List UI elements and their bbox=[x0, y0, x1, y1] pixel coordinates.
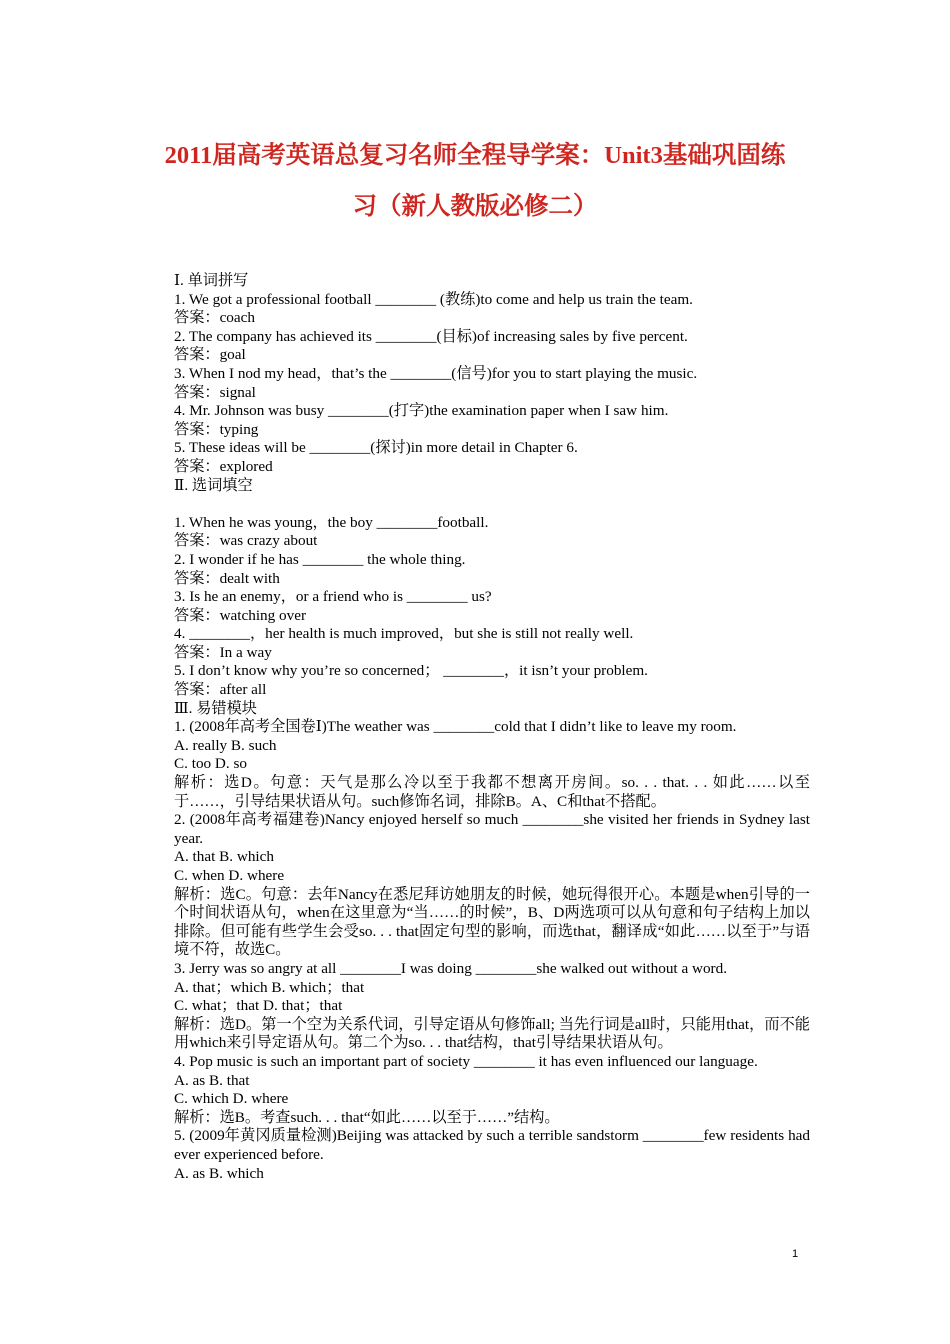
question: 4. ________，her health is much improved，but she is still not really well. bbox=[174, 625, 634, 643]
explanation: 解析：选C。句意：去年Nancy在悉尼拜访她朋友的时候，她玩得很开心。本题是when引导的一个时间状语从句，when在这里意为“当……的时候”，B、D两选项可以从句意和句子结构上加以排除。但可能有些学生会受so. . . that固定句型的影响，而选that，翻译成“如此……以至于”与语境不符，故选C。 bbox=[174, 885, 810, 959]
option-line: C. what；that D. that；that bbox=[174, 997, 343, 1015]
spacer bbox=[140, 495, 810, 514]
answer: 答案：after all bbox=[174, 681, 267, 699]
question: 1. When he was young，the boy ________football. bbox=[174, 513, 489, 531]
option-line: A. that；which B. which；that bbox=[174, 978, 365, 996]
question: 1. We got a professional football ________ (教练)to come and help us train the team. bbox=[174, 290, 693, 308]
explanation: 解析：选D。第一个空为关系代词，引导定语从句修饰all; 当先行词是all时，只能用that，而不能用which来引导定语从句。第二个为so. . . that结构，that引导结果状语从句。 bbox=[174, 1015, 810, 1052]
title-line-1: 2011届高考英语总复习名师全程导学案：Unit3基础巩固练 bbox=[164, 142, 786, 169]
section-heading-1: Ⅰ. 单词拼写 bbox=[174, 272, 249, 289]
section-heading-2: Ⅱ. 选词填空 bbox=[174, 476, 253, 494]
answer: 答案：In a way bbox=[174, 643, 272, 661]
answer: 答案：signal bbox=[174, 383, 256, 401]
question: 3. When I nod my head，that’s the ________(信号)for you to start playing the music. bbox=[174, 364, 698, 382]
option-line: C. which D. where bbox=[174, 1090, 289, 1108]
option-line: C. too D. so bbox=[174, 755, 247, 773]
option-line: C. when D. where bbox=[174, 867, 285, 884]
document-body bbox=[140, 272, 810, 1183]
option-line: A. as B. which bbox=[174, 1164, 264, 1182]
option-line: A. really B. such bbox=[174, 736, 277, 754]
question: 5. I don’t know why you’re so concerned； ________，it isn’t your problem. bbox=[174, 662, 648, 680]
question: 5. These ideas will be ________(探讨)in more detail in Chapter 6. bbox=[174, 439, 578, 457]
explanation: 解析：选B。考查such. . . that“如此……以至于……”结构。 bbox=[174, 1108, 560, 1126]
page-number: 1 bbox=[792, 1248, 799, 1260]
option-line: A. as B. that bbox=[174, 1071, 250, 1089]
question: 2. I wonder if he has ________ the whole thing. bbox=[174, 550, 466, 568]
document-title bbox=[120, 130, 830, 232]
question: 3. Jerry was so angry at all ________I was doing ________she walked out without a word. bbox=[174, 959, 727, 977]
question: 2. (2008年高考福建卷)Nancy enjoyed herself so much ________she visited her friends in Sydney last year. bbox=[174, 811, 810, 847]
answer: 答案：goal bbox=[174, 346, 246, 364]
question: 4. Mr. Johnson was busy ________(打字)the examination paper when I saw him. bbox=[174, 402, 669, 420]
answer: 答案：was crazy about bbox=[174, 532, 318, 550]
question: 1. (2008年高考全国卷Ⅰ)The weather was ________cold that I didn’t like to leave my room. bbox=[174, 718, 737, 736]
question: 4. Pop music is such an important part of society ________ it has even influenced our language. bbox=[174, 1052, 758, 1070]
answer: 答案：explored bbox=[174, 457, 273, 475]
option-line: A. that B. which bbox=[174, 848, 274, 866]
question: 5. (2009年黄冈质量检测)Beijing was attacked by such a terrible sandstorm ________few residents had ever experienced before. bbox=[174, 1127, 810, 1163]
question: 2. The company has achieved its ________(目标)of increasing sales by five percent. bbox=[174, 327, 688, 345]
answer: 答案：coach bbox=[174, 309, 255, 327]
answer: 答案：typing bbox=[174, 420, 259, 438]
section-heading-3: Ⅲ. 易错模块 bbox=[174, 699, 257, 717]
answer: 答案：watching over bbox=[174, 606, 307, 624]
title-line-2: 习（新人教版必修二） bbox=[352, 193, 598, 220]
explanation: 解析：选D。句意：天气是那么冷以至于我都不想离开房间。so. . . that. . . 如此……以至于……，引导结果状语从句。such修饰名词，排除B。A、C和that不搭配。 bbox=[174, 774, 810, 810]
answer: 答案：dealt with bbox=[174, 569, 280, 587]
question: 3. Is he an enemy，or a friend who is ________ us? bbox=[174, 588, 492, 606]
